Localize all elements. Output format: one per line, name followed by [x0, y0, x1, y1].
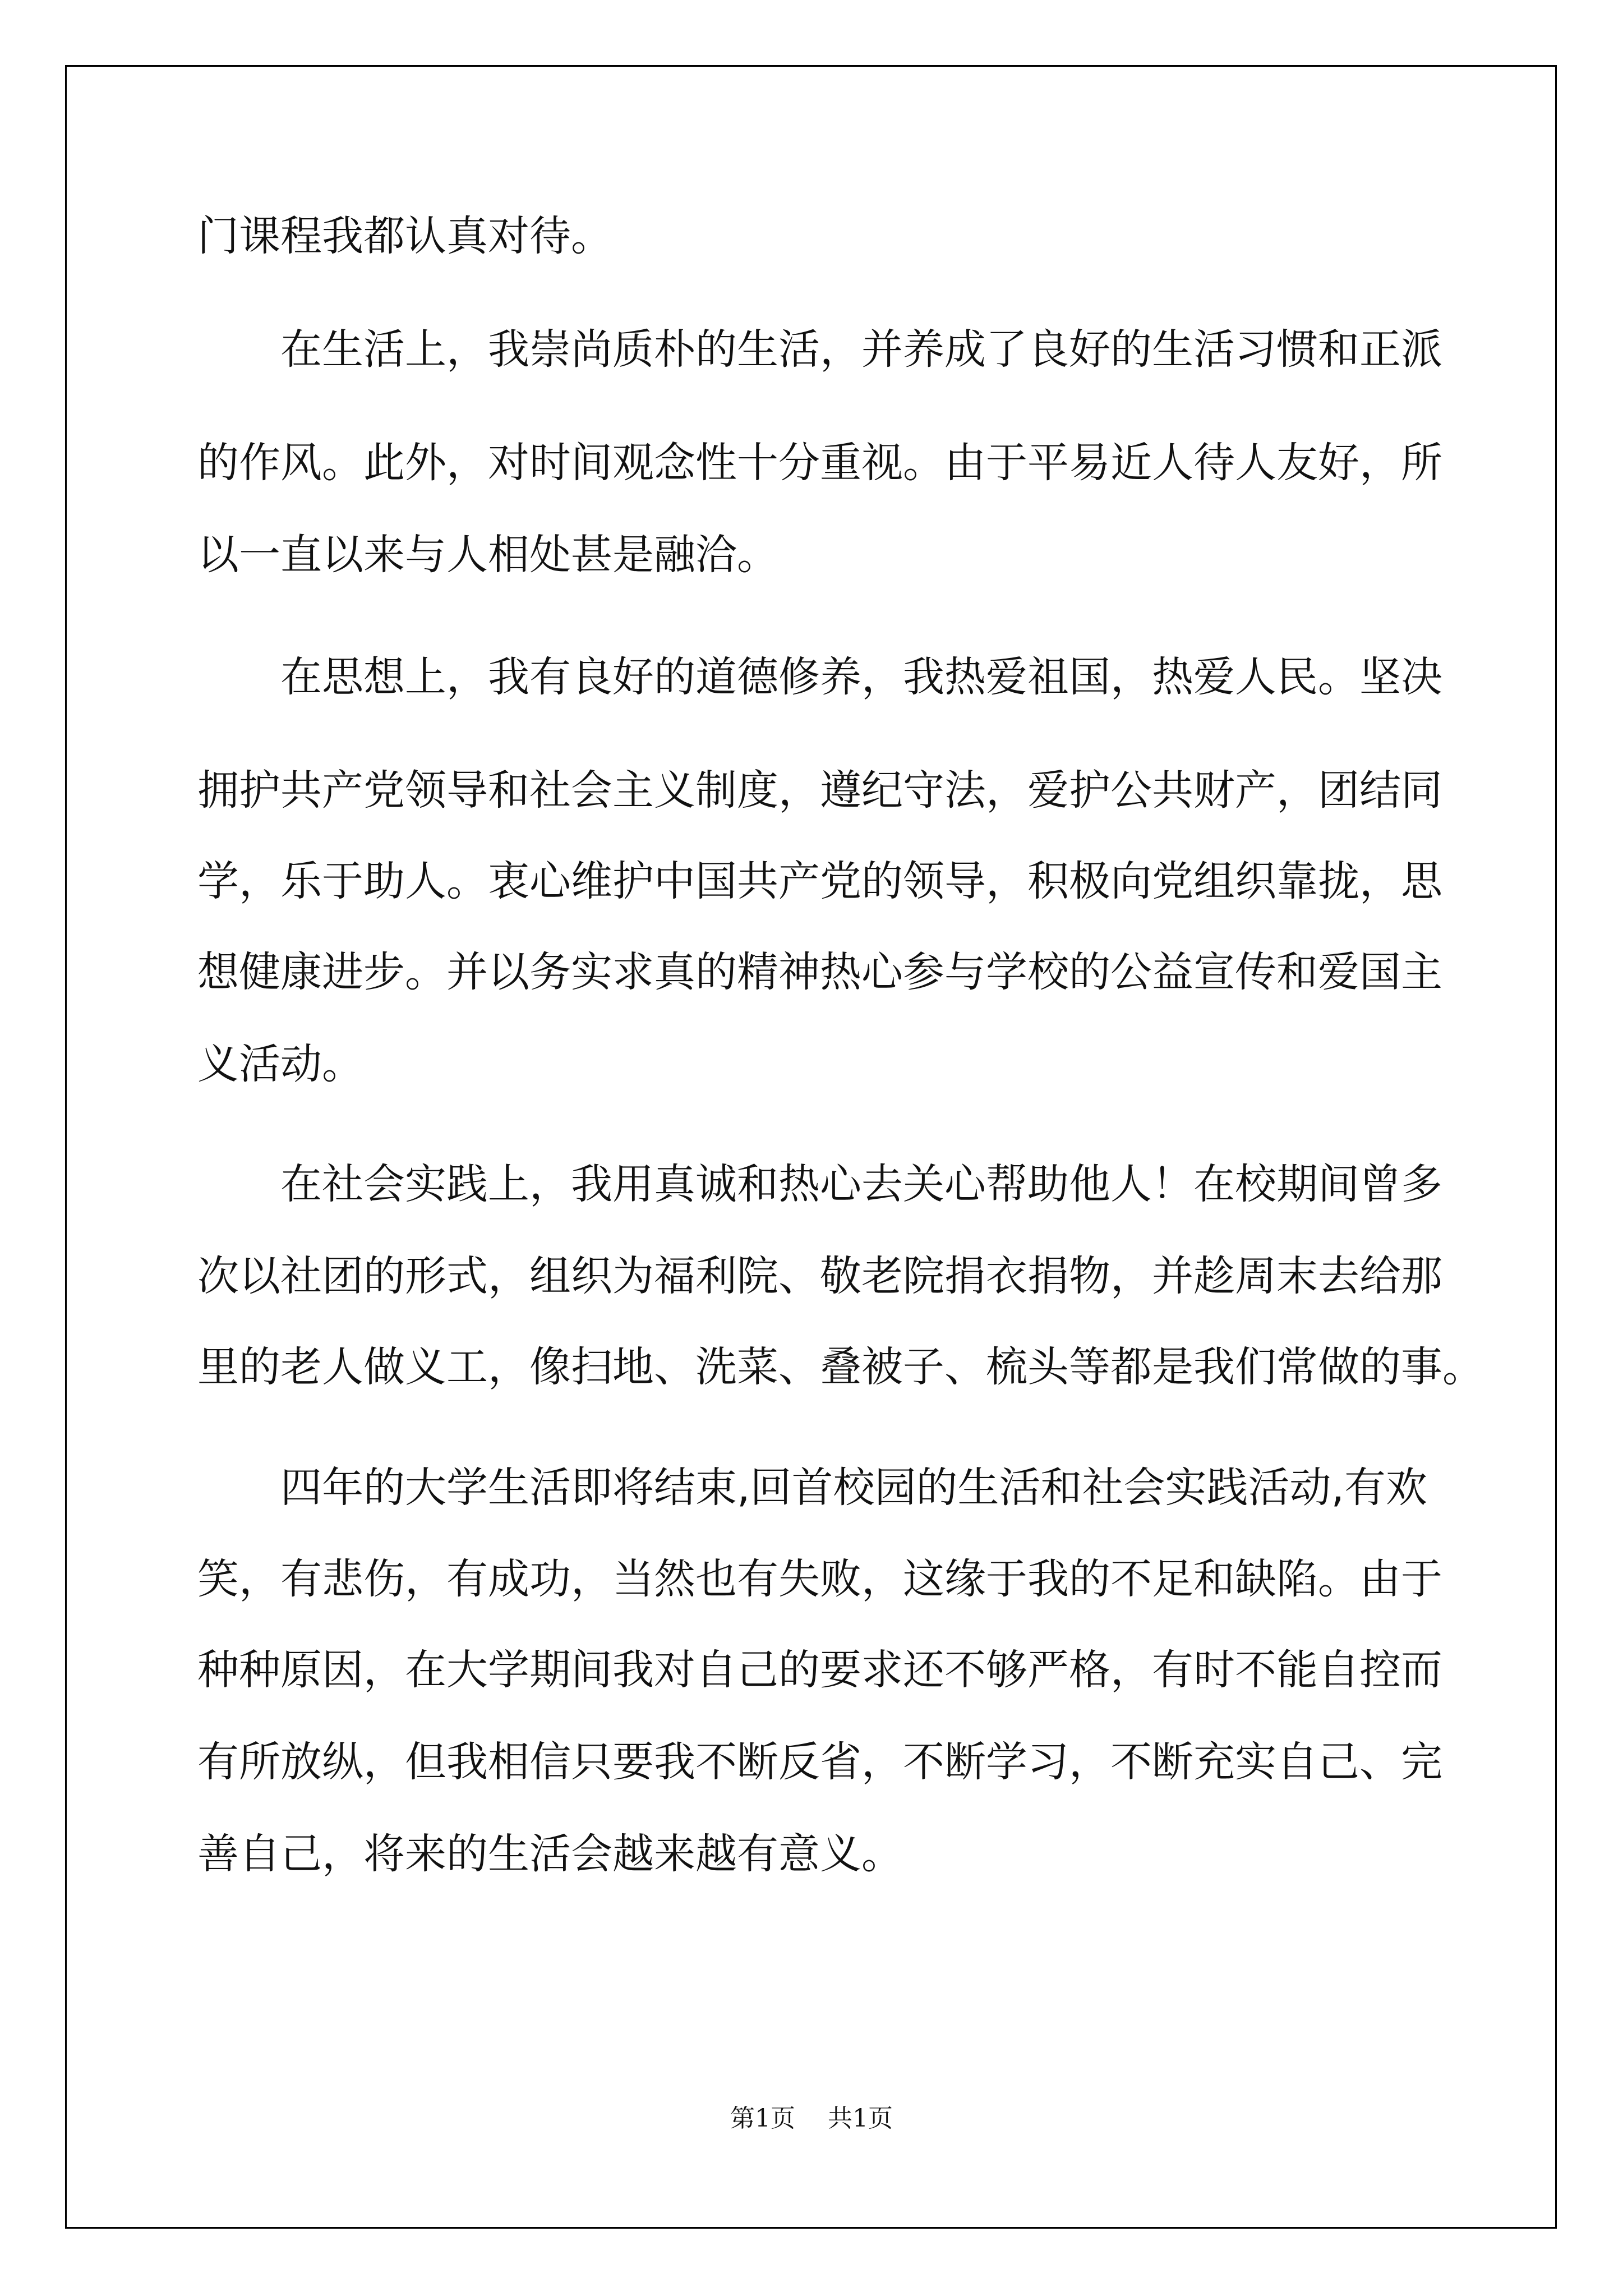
paragraph-line: 以一直以来与人相处甚是融洽。: [197, 531, 778, 579]
paragraph-first-line: 在思想上，我有良好的道德修养，我热爱祖国，热爱人民。坚决: [280, 653, 1442, 701]
page-footer: [0, 2098, 1623, 2134]
paragraph-first-line: 在社会实践上，我用真诚和热心去关心帮助他人！在校期间曾多: [280, 1160, 1442, 1208]
paragraph-line: 拥护共产党领导和社会主义制度，遵纪守法，爱护公共财产，团结同: [197, 766, 1442, 815]
paragraph-line: 种种原因，在大学期间我对自己的要求还不够严格，有时不能自控而: [197, 1646, 1442, 1694]
page-border: [65, 65, 1557, 2229]
paragraph-line: 笑，有悲伤，有成功，当然也有失败，这缘于我的不足和缺陷。由于: [197, 1555, 1442, 1603]
paragraph-line: 次以社团的形式，组织为福利院、敬老院捐衣捐物，并趁周末去给那: [197, 1252, 1442, 1300]
paragraph-line: 有所放纵，但我相信只要我不断反省，不断学习，不断充实自己、完: [197, 1738, 1442, 1786]
paragraph-line: 的作风。此外，对时间观念性十分重视。由于平易近人待人友好，所: [197, 439, 1442, 487]
page-total: 共1页: [828, 2104, 893, 2133]
paragraph-first-line: 四年的大学生活即将结束,回首校园的生活和社会实践活动,有欢: [280, 1464, 1428, 1512]
paragraph-line: 义活动。: [197, 1040, 363, 1088]
paragraph-line: 学，乐于助人。衷心维护中国共产党的领导，积极向党组织靠拢，思: [197, 857, 1442, 905]
paragraph-line: 想健康进步。并以务实求真的精神热心参与学校的公益宣传和爱国主: [197, 948, 1442, 996]
paragraph-line: 门课程我都认真对待。: [197, 212, 612, 260]
paragraph-line: 里的老人做义工，像扫地、洗菜、叠被子、梳头等都是我们常做的事。: [197, 1343, 1484, 1391]
paragraph-line: 善自己，将来的生活会越来越有意义。: [197, 1830, 903, 1878]
paragraph-first-line: 在生活上，我崇尚质朴的生活，并养成了良好的生活习惯和正派: [280, 325, 1442, 374]
page-number: 第1页: [730, 2104, 795, 2133]
